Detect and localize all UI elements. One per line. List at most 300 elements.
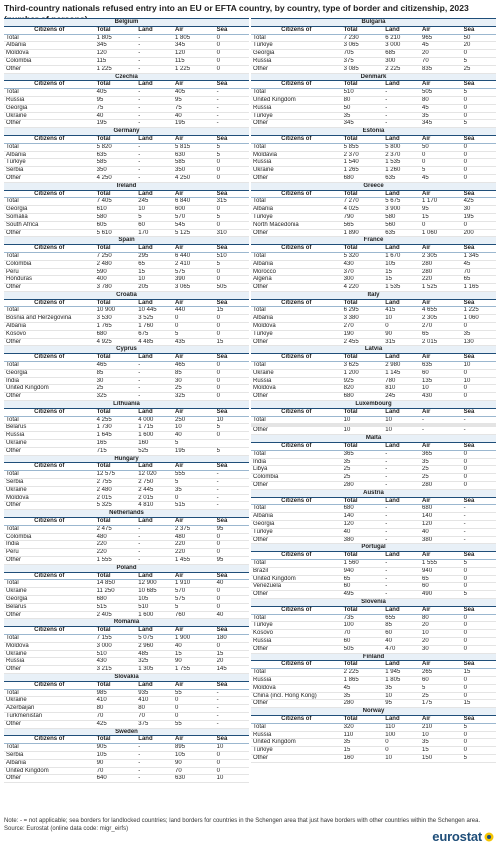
column-header: Citizens of	[251, 26, 342, 34]
table-cell: -	[215, 479, 249, 487]
table-cell: 95	[420, 206, 462, 214]
country-header-row	[251, 237, 496, 245]
table-cell: 160	[342, 754, 384, 762]
table-cell: 80	[342, 96, 384, 104]
table-row	[4, 120, 249, 128]
table-cell: Other	[251, 536, 342, 544]
table-cell: 760	[173, 611, 215, 619]
table-cell: Total	[251, 143, 342, 151]
table-cell: 0	[215, 174, 249, 182]
table-cell: 6 210	[383, 34, 420, 42]
table-cell: Other	[4, 229, 95, 237]
column-header-row	[4, 81, 249, 89]
table-cell: Ukraine	[4, 486, 95, 494]
country-name: Lithuania	[4, 401, 249, 409]
table-cell: 220	[420, 276, 462, 284]
table-cell: 105	[383, 260, 420, 268]
column-header-row	[251, 354, 496, 362]
table-cell: 5	[173, 440, 215, 448]
column-header: Air	[173, 354, 215, 362]
table-cell: 490	[420, 591, 462, 599]
table-cell: 365	[420, 450, 462, 458]
country-name: Hungary	[4, 455, 249, 463]
table-cell: North Macedonia	[251, 221, 342, 229]
table-cell: -	[383, 458, 420, 466]
table-cell: 5	[215, 260, 249, 268]
column-header: Land	[136, 736, 173, 744]
table-cell: 95	[215, 556, 249, 564]
table-cell: -	[136, 744, 173, 752]
table-cell: 0	[215, 362, 249, 370]
table-row	[251, 315, 496, 323]
table-cell: 90	[383, 330, 420, 338]
table-cell: 480	[173, 533, 215, 541]
column-header: Total	[342, 715, 384, 723]
column-header: Land	[383, 354, 420, 362]
table-cell: -	[136, 112, 173, 120]
table-row	[251, 614, 496, 622]
table-cell: 0	[462, 450, 496, 458]
table-cell: -	[215, 486, 249, 494]
table-cell: 11 250	[95, 588, 137, 596]
table-cell: 0	[462, 458, 496, 466]
table-cell: 545	[173, 221, 215, 229]
column-header: Air	[173, 135, 215, 143]
table-cell: 810	[383, 385, 420, 393]
table-cell: 315	[383, 338, 420, 346]
table-cell: -	[136, 393, 173, 401]
table-cell: -	[136, 541, 173, 549]
table-cell: 10	[136, 276, 173, 284]
table-cell: 0	[462, 474, 496, 482]
table-cell: 175	[420, 700, 462, 708]
table-cell: 195	[173, 120, 215, 128]
table-cell: 1 600	[136, 611, 173, 619]
table-cell: 15	[420, 213, 462, 221]
table-cell: Ukraine	[4, 440, 95, 448]
table-cell: Georgia	[4, 369, 95, 377]
table-cell: 0	[215, 588, 249, 596]
table-cell: 370	[342, 268, 384, 276]
table-row	[4, 525, 249, 533]
table-cell: 0	[215, 206, 249, 214]
table-cell: 250	[173, 416, 215, 424]
column-header: Air	[420, 354, 462, 362]
table-cell: 0	[215, 385, 249, 393]
column-header: Citizens of	[251, 408, 342, 416]
table-cell: Total	[4, 634, 95, 642]
table-cell: 0	[215, 50, 249, 58]
table-cell: Albania	[4, 42, 95, 50]
table-cell: 10	[342, 416, 384, 424]
table-cell: Other	[4, 284, 95, 292]
table-row	[251, 645, 496, 653]
table-cell: 405	[173, 89, 215, 97]
table-cell: Peru	[4, 549, 95, 557]
table-cell: 120	[420, 521, 462, 529]
table-cell: 25	[342, 466, 384, 474]
table-cell: 0	[215, 432, 249, 440]
table-cell: -	[136, 143, 173, 151]
table-cell: 0	[215, 323, 249, 331]
table-cell: 10	[215, 744, 249, 752]
table-cell: 2 015	[95, 494, 137, 502]
table-cell: -	[136, 151, 173, 159]
table-cell: 105	[136, 595, 173, 603]
column-header: Total	[342, 606, 384, 614]
table-cell: 1 200	[342, 369, 384, 377]
table-cell: 35	[173, 486, 215, 494]
column-header-row	[251, 299, 496, 307]
table-cell: -	[383, 513, 420, 521]
table-cell: 985	[95, 689, 137, 697]
table-cell: 3 085	[342, 65, 384, 73]
table-cell: 75	[95, 104, 137, 112]
table-cell: 1 455	[173, 556, 215, 564]
column-header: Sea	[462, 135, 496, 143]
table-cell: 440	[173, 307, 215, 315]
table-row	[251, 159, 496, 167]
table-row	[4, 213, 249, 221]
table-cell: 35	[342, 458, 384, 466]
table-row	[4, 307, 249, 315]
table-cell: 95	[95, 96, 137, 104]
column-header: Total	[95, 681, 137, 689]
table-cell: 90	[95, 759, 137, 767]
table-cell: 55	[173, 689, 215, 697]
table-cell: 15	[136, 268, 173, 276]
table-cell: 715	[95, 447, 137, 455]
table-cell: 0	[215, 751, 249, 759]
table-cell: 70	[420, 57, 462, 65]
table-cell: 780	[383, 377, 420, 385]
column-header: Total	[342, 81, 384, 89]
table-cell: Other	[251, 591, 342, 599]
table-cell: -	[462, 416, 496, 424]
country-name: Portugal	[251, 544, 496, 552]
column-header: Air	[420, 661, 462, 669]
table-cell: 635	[95, 151, 137, 159]
table-cell: Total	[251, 559, 342, 567]
table-cell: 505	[342, 645, 384, 653]
column-header: Land	[136, 245, 173, 253]
table-cell: 1 910	[173, 580, 215, 588]
table-row	[4, 440, 249, 448]
table-cell: -	[383, 112, 420, 120]
column-header: Citizens of	[4, 26, 95, 34]
column-header: Sea	[462, 497, 496, 505]
table-cell: 25	[462, 65, 496, 73]
table-cell: Turkmenistan	[4, 712, 95, 720]
table-cell: 705	[342, 50, 384, 58]
column-header: Sea	[215, 463, 249, 471]
table-cell: 220	[173, 549, 215, 557]
column-header-row	[251, 190, 496, 198]
country-header-row	[4, 564, 249, 572]
column-header: Air	[420, 606, 462, 614]
country-name: Bulgaria	[251, 19, 496, 27]
table-cell: Venezuela	[251, 583, 342, 591]
table-cell: Türkiye	[251, 42, 342, 50]
column-header: Citizens of	[251, 245, 342, 253]
table-cell: 5 320	[342, 252, 384, 260]
column-header: Citizens of	[4, 572, 95, 580]
column-header-row	[4, 26, 249, 34]
table-row	[4, 759, 249, 767]
table-cell: -	[383, 450, 420, 458]
table-cell: 100	[383, 731, 420, 739]
table-cell: Colombia	[4, 260, 95, 268]
table-cell: 5	[215, 213, 249, 221]
table-cell: 680	[342, 393, 384, 401]
table-cell: United Kingdom	[251, 739, 342, 747]
table-cell: -	[136, 525, 173, 533]
table-cell: 790	[342, 213, 384, 221]
table-row	[4, 385, 249, 393]
table-cell: 1 535	[383, 159, 420, 167]
table-cell: 120	[173, 50, 215, 58]
table-cell: Georgia	[4, 206, 95, 214]
table-cell: 5	[173, 330, 215, 338]
table-row	[251, 385, 496, 393]
column-header-row	[251, 26, 496, 34]
table-row	[4, 323, 249, 331]
table-cell: 10	[420, 630, 462, 638]
table-cell: 220	[95, 549, 137, 557]
country-header-row	[4, 291, 249, 299]
column-header: Total	[95, 190, 137, 198]
table-cell: Other	[251, 284, 342, 292]
column-header: Sea	[462, 245, 496, 253]
column-header: Air	[173, 81, 215, 89]
table-cell: -	[215, 697, 249, 705]
table-row	[4, 260, 249, 268]
table-cell: 2 370	[383, 151, 420, 159]
column-header: Air	[420, 715, 462, 723]
column-header: Air	[173, 408, 215, 416]
table-cell: 7 155	[95, 634, 137, 642]
table-row	[4, 159, 249, 167]
table-cell: Kosovo	[4, 330, 95, 338]
table-cell: 0	[462, 684, 496, 692]
table-row	[4, 502, 249, 510]
table-cell: 430	[420, 393, 462, 401]
table-cell: 10	[383, 754, 420, 762]
table-cell: -	[383, 559, 420, 567]
table-row	[251, 57, 496, 65]
table-cell: Total	[4, 416, 95, 424]
column-header: Land	[136, 81, 173, 89]
table-row	[251, 482, 496, 490]
table-row	[251, 731, 496, 739]
column-header: Citizens of	[251, 443, 342, 451]
table-cell: Total	[4, 580, 95, 588]
table-cell: 35	[342, 692, 384, 700]
table-cell: 195	[462, 213, 496, 221]
table-cell: Total	[4, 143, 95, 151]
right-column	[251, 18, 496, 763]
table-cell: Azerbaijan	[4, 705, 95, 713]
table-cell: 90	[173, 658, 215, 666]
table-cell: 895	[173, 744, 215, 752]
table-cell: 2 225	[383, 65, 420, 73]
table-cell: 145	[215, 666, 249, 674]
column-header: Land	[136, 627, 173, 635]
table-row	[251, 747, 496, 755]
table-cell: 200	[462, 229, 496, 237]
table-cell: 6 840	[173, 198, 215, 206]
country-name: Latvia	[251, 346, 496, 354]
table-cell: 835	[420, 65, 462, 73]
table-cell: 5 800	[383, 143, 420, 151]
country-name: Czechia	[4, 73, 249, 81]
table-cell: 2 375	[173, 525, 215, 533]
table-cell: 1 865	[342, 676, 384, 684]
table-cell: 410	[136, 697, 173, 705]
table-cell: 5	[462, 120, 496, 128]
left-column	[4, 18, 249, 783]
column-header: Citizens of	[4, 681, 95, 689]
country-header-row	[4, 455, 249, 463]
country-name: Estonia	[251, 128, 496, 136]
table-cell: Total	[251, 362, 342, 370]
table-row	[251, 669, 496, 677]
table-cell: -	[215, 96, 249, 104]
table-cell: 55	[173, 720, 215, 728]
table-cell: Albania	[4, 323, 95, 331]
table-cell: 585	[95, 159, 137, 167]
country-header-row	[251, 73, 496, 81]
table-cell: 50	[462, 34, 496, 42]
column-header: Total	[95, 354, 137, 362]
table-cell: 0	[462, 393, 496, 401]
country-header-row	[251, 19, 496, 27]
table-cell: Total	[251, 505, 342, 513]
table-row	[251, 474, 496, 482]
column-header-row	[4, 681, 249, 689]
table-cell: 940	[420, 567, 462, 575]
table-cell: 15	[215, 650, 249, 658]
table-cell: 10 900	[95, 307, 137, 315]
table-cell: 425	[462, 198, 496, 206]
table-cell: Türkiye	[251, 112, 342, 120]
table-cell: -	[215, 712, 249, 720]
table-row	[4, 556, 249, 564]
table-cell: -	[136, 369, 173, 377]
table-row	[4, 580, 249, 588]
table-cell: -	[383, 583, 420, 591]
table-cell: 375	[342, 57, 384, 65]
table-row	[4, 174, 249, 182]
table-cell: 0	[420, 151, 462, 159]
table-cell: 3 530	[95, 315, 137, 323]
table-cell: 430	[95, 658, 137, 666]
column-header: Sea	[215, 627, 249, 635]
table-cell: Russia	[251, 676, 342, 684]
table-cell: 0	[462, 676, 496, 684]
table-cell: -	[462, 536, 496, 544]
table-row	[4, 206, 249, 214]
table-cell: 150	[420, 754, 462, 762]
table-cell: 7 405	[95, 198, 137, 206]
table-cell: 1 560	[342, 559, 384, 567]
table-cell: Total	[251, 89, 342, 97]
table-cell: 105	[173, 751, 215, 759]
column-header-row	[251, 552, 496, 560]
country-name: Sweden	[4, 728, 249, 736]
table-cell: 1 945	[383, 669, 420, 677]
table-cell: 2 455	[342, 338, 384, 346]
table-cell: 680	[420, 505, 462, 513]
table-cell: -	[136, 42, 173, 50]
column-header: Air	[173, 299, 215, 307]
table-cell: 4 025	[342, 206, 384, 214]
table-cell: 120	[342, 521, 384, 529]
table-cell: 0	[462, 747, 496, 755]
table-cell: Ukraine	[4, 112, 95, 120]
table-cell: Total	[251, 450, 342, 458]
table-cell: 35	[342, 112, 384, 120]
table-cell: -	[136, 385, 173, 393]
table-cell: 15	[342, 747, 384, 755]
table-cell: Peru	[4, 268, 95, 276]
table-cell: Morocco	[251, 268, 342, 276]
table-cell: -	[383, 120, 420, 128]
table-cell: -	[215, 705, 249, 713]
table-cell: -	[420, 416, 462, 424]
column-header: Sea	[462, 26, 496, 34]
table-cell: 25	[95, 385, 137, 393]
table-cell: Georgia	[4, 595, 95, 603]
table-cell: 0	[215, 42, 249, 50]
column-header: Total	[95, 408, 137, 416]
table-cell: Albania	[4, 759, 95, 767]
table-row	[251, 559, 496, 567]
table-cell: -	[462, 513, 496, 521]
table-row	[251, 89, 496, 97]
column-header: Total	[95, 518, 137, 526]
table-cell: 60	[420, 369, 462, 377]
table-cell: Moldova	[251, 684, 342, 692]
table-row	[251, 260, 496, 268]
table-cell: 600	[173, 206, 215, 214]
table-row	[251, 174, 496, 182]
table-row	[4, 720, 249, 728]
table-cell: 60	[420, 583, 462, 591]
table-cell: 6 440	[173, 252, 215, 260]
table-cell: -	[383, 536, 420, 544]
table-cell: -	[215, 104, 249, 112]
table-cell: 35	[342, 739, 384, 747]
table-cell: 480	[95, 533, 137, 541]
column-header: Land	[383, 245, 420, 253]
table-row	[4, 533, 249, 541]
table-cell: 1 265	[342, 167, 384, 175]
table-cell: Albania	[251, 315, 342, 323]
column-header: Sea	[215, 736, 249, 744]
table-cell: Albania	[251, 513, 342, 521]
column-header: Land	[383, 552, 420, 560]
table-cell: 2 750	[136, 479, 173, 487]
column-header-row	[4, 572, 249, 580]
table-row	[251, 427, 496, 435]
table-cell: 130	[462, 338, 496, 346]
table-cell: 505	[215, 284, 249, 292]
table-cell: 0	[462, 369, 496, 377]
table-cell: 580	[383, 213, 420, 221]
table-cell: 65	[462, 276, 496, 284]
table-cell: Belarus	[4, 424, 95, 432]
